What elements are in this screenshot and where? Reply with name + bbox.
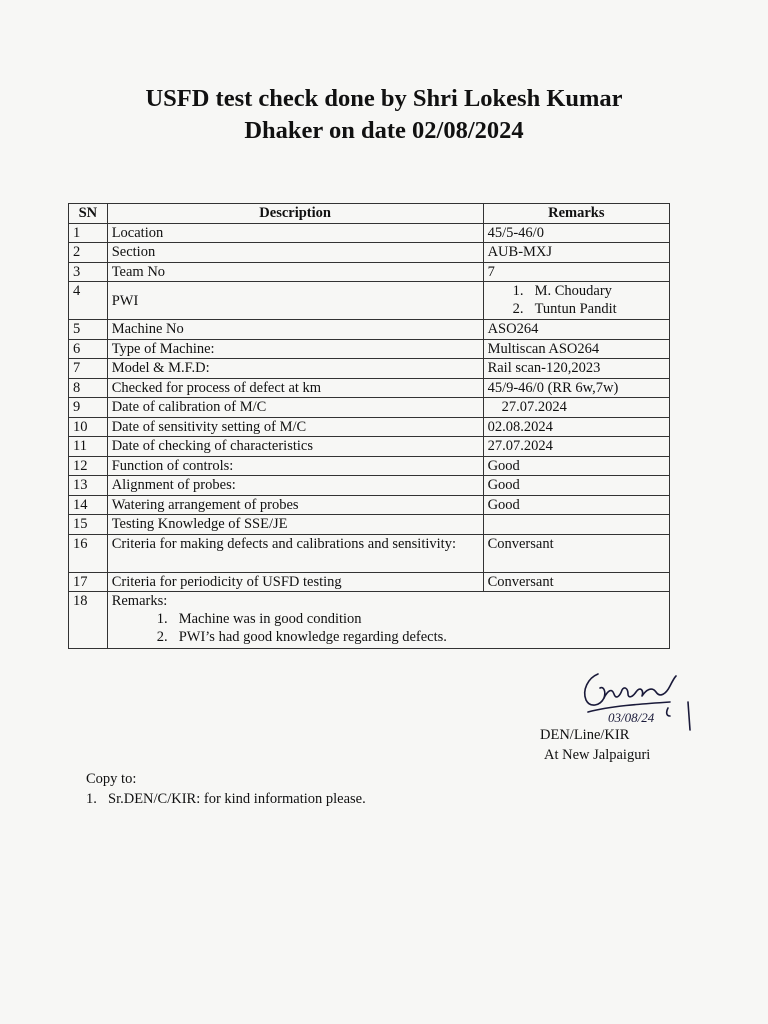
table-row — [69, 534, 670, 572]
title-line-2: Dhaker on date 02/08/2024 — [244, 117, 524, 144]
document-title — [0, 83, 768, 147]
table-row — [69, 378, 670, 398]
table-row — [69, 495, 670, 515]
title-line-1: USFD test check done by Shri Lokesh Kumar — [145, 85, 623, 112]
copy-to-item: 1. Sr.DEN/C/KIR: for kind information please. — [86, 791, 366, 807]
row-sn: 8 — [69, 378, 108, 398]
row-remarks: Good — [483, 495, 669, 515]
row-sn: 14 — [69, 495, 108, 515]
final-remarks-label: Remarks: — [111, 593, 168, 609]
table-row — [69, 282, 670, 320]
row-sn: 17 — [69, 572, 108, 592]
row-description: Testing Knowledge of SSE/JE — [107, 515, 483, 535]
usfd-report-table — [68, 203, 670, 649]
row-sn: 2 — [69, 243, 108, 263]
header-description: Description — [107, 204, 483, 224]
list-item: 2. PWI’s had good knowledge regarding defects. — [156, 629, 447, 645]
table-row-remarks — [69, 592, 670, 649]
row-remarks — [483, 515, 669, 535]
row-sn: 11 — [69, 437, 108, 457]
row-remarks: Rail scan-120,2023 — [483, 359, 669, 379]
table-row — [69, 398, 670, 418]
table-row — [69, 417, 670, 437]
row-sn: 13 — [69, 476, 108, 496]
row-remarks: 27.07.2024 — [483, 437, 669, 457]
table-row — [69, 243, 670, 263]
signatory-location: At New Jalpaiguri — [544, 747, 651, 763]
row-sn: 3 — [69, 262, 108, 282]
pwi-name-list — [488, 282, 665, 318]
row-sn: 9 — [69, 398, 108, 418]
row-sn: 4 — [69, 282, 108, 320]
row-description: Watering arrangement of probes — [107, 495, 483, 515]
row-description: Type of Machine: — [107, 339, 483, 359]
row-remarks — [483, 282, 669, 320]
row-description: Criteria for periodicity of USFD testing — [107, 572, 483, 592]
table-row — [69, 476, 670, 496]
row-sn: 6 — [69, 339, 108, 359]
header-sn: SN — [69, 204, 108, 224]
signatory-designation: DEN/Line/KIR — [540, 727, 630, 743]
row-description: Date of calibration of M/C — [107, 398, 483, 418]
table-row — [69, 456, 670, 476]
row-description: Criteria for making defects and calibrations and sensitivity: — [107, 534, 483, 572]
pwi-list-item: 2. Tuntun Pandit — [512, 301, 617, 317]
table-row — [69, 339, 670, 359]
row-sn: 12 — [69, 456, 108, 476]
table-header-row — [69, 204, 670, 224]
row-description: Model & M.F.D: — [107, 359, 483, 379]
final-remarks-list — [112, 610, 665, 646]
row-remarks: AUB-MXJ — [483, 243, 669, 263]
row-sn: 7 — [69, 359, 108, 379]
row-description: Alignment of probes: — [107, 476, 483, 496]
table-row — [69, 320, 670, 340]
table-row — [69, 359, 670, 379]
row-description: Checked for process of defect at km — [107, 378, 483, 398]
row-description: Function of controls: — [107, 456, 483, 476]
table-row — [69, 515, 670, 535]
list-item: 1. Machine was in good condition — [156, 611, 362, 627]
header-remarks: Remarks — [483, 204, 669, 224]
row-description: Date of sensitivity setting of M/C — [107, 417, 483, 437]
row-description: Section — [107, 243, 483, 263]
copy-to-heading: Copy to: — [86, 771, 137, 787]
svg-text:03/08/24: 03/08/24 — [608, 710, 655, 725]
row-remarks: 27.07.2024 — [483, 398, 669, 418]
row-description — [107, 282, 483, 320]
row-remarks: 02.08.2024 — [483, 417, 669, 437]
row-remarks: 45/5-46/0 — [483, 223, 669, 243]
row-sn: 16 — [69, 534, 108, 572]
table-row — [69, 437, 670, 457]
row-sn: 1 — [69, 223, 108, 243]
row-description: Team No — [107, 262, 483, 282]
row-remarks: Conversant — [483, 572, 669, 592]
row-remarks: Good — [483, 456, 669, 476]
pwi-list-item: 1. M. Choudary — [512, 283, 612, 299]
row-remarks: 45/9-46/0 (RR 6w,7w) — [483, 378, 669, 398]
row-sn: 18 — [69, 592, 108, 649]
table-row — [69, 572, 670, 592]
row-sn: 10 — [69, 417, 108, 437]
row-remarks: 7 — [483, 262, 669, 282]
row-description: Date of checking of characteristics — [107, 437, 483, 457]
row-description: Machine No — [107, 320, 483, 340]
table-row — [69, 223, 670, 243]
row-remarks: ASO264 — [483, 320, 669, 340]
row-sn: 5 — [69, 320, 108, 340]
row-description-text: PWI — [111, 292, 139, 309]
row-sn: 15 — [69, 515, 108, 535]
final-remarks-cell — [107, 592, 669, 649]
row-remarks: Conversant — [483, 534, 669, 572]
row-remarks: Multiscan ASO264 — [483, 339, 669, 359]
row-remarks: Good — [483, 476, 669, 496]
table-row — [69, 262, 670, 282]
row-description: Location — [107, 223, 483, 243]
